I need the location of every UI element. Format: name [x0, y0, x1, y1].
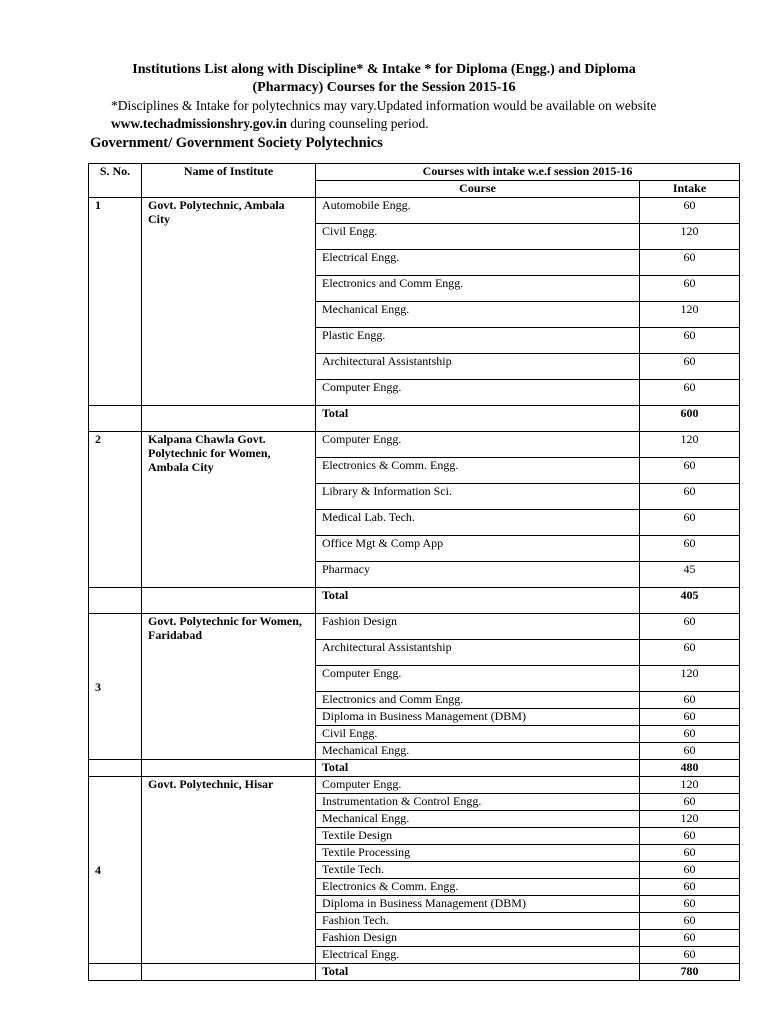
course-intake: 60 [640, 354, 740, 380]
course-name: Medical Lab. Tech. [316, 510, 640, 536]
total-label: Total [316, 760, 640, 777]
course-intake: 60 [640, 896, 740, 913]
course-intake: 60 [640, 947, 740, 964]
total-row [89, 406, 740, 432]
course-intake: 120 [640, 777, 740, 794]
course-intake: 60 [640, 484, 740, 510]
total-intake: 600 [640, 406, 740, 432]
header-course: Course [316, 181, 640, 198]
course-intake: 60 [640, 743, 740, 760]
empty-cell [89, 406, 142, 432]
total-intake: 480 [640, 760, 740, 777]
course-intake: 60 [640, 930, 740, 947]
course-name: Textile Tech. [316, 862, 640, 879]
course-intake: 60 [640, 328, 740, 354]
empty-cell [89, 588, 142, 614]
document-title-line-1: Institutions List along with Discipline* & Intake * for Diploma (Engg.) and Diploma [132, 62, 636, 77]
empty-cell [89, 760, 142, 777]
course-name: Architectural Assistantship [316, 354, 640, 380]
institute-name: Govt. Polytechnic, Ambala City [142, 198, 316, 406]
course-name: Electrical Engg. [316, 947, 640, 964]
header-sno: S. No. [89, 164, 142, 198]
total-row [89, 588, 740, 614]
course-name: Fashion Design [316, 614, 640, 640]
serial-number: 4 [89, 777, 142, 964]
institute-name: Govt. Polytechnic, Hisar [142, 777, 316, 964]
course-intake: 120 [640, 811, 740, 828]
course-name: Electrical Engg. [316, 250, 640, 276]
empty-cell [142, 964, 316, 981]
note-line-2-rest: during counseling period. [286, 116, 429, 131]
course-name: Automobile Engg. [316, 198, 640, 224]
course-name: Civil Engg. [316, 224, 640, 250]
course-intake: 60 [640, 845, 740, 862]
total-intake: 780 [640, 964, 740, 981]
course-name: Mechanical Engg. [316, 743, 640, 760]
header-courses-group: Courses with intake w.e.f session 2015-16 [316, 164, 740, 181]
total-intake: 405 [640, 588, 740, 614]
institutions-table [88, 163, 740, 981]
course-name: Diploma in Business Management (DBM) [316, 896, 640, 913]
course-name: Fashion Design [316, 930, 640, 947]
website-link[interactable]: www.techadmissionshry.gov.in [111, 116, 287, 131]
course-intake: 45 [640, 562, 740, 588]
total-label: Total [316, 588, 640, 614]
course-intake: 60 [640, 640, 740, 666]
course-intake: 60 [640, 276, 740, 302]
note-line-1: *Disciplines & Intake for polytechnics may vary.Updated information would be available on website [111, 98, 657, 113]
header-intake: Intake [640, 181, 740, 198]
course-name: Civil Engg. [316, 726, 640, 743]
course-name: Electronics and Comm Engg. [316, 692, 640, 709]
empty-cell [142, 588, 316, 614]
course-name: Computer Engg. [316, 777, 640, 794]
course-intake: 120 [640, 666, 740, 692]
table-row [89, 432, 740, 458]
empty-cell [142, 406, 316, 432]
empty-cell [142, 760, 316, 777]
total-row [89, 760, 740, 777]
course-intake: 60 [640, 726, 740, 743]
course-name: Textile Design [316, 828, 640, 845]
course-intake: 60 [640, 828, 740, 845]
course-intake: 60 [640, 794, 740, 811]
course-intake: 60 [640, 536, 740, 562]
total-label: Total [316, 406, 640, 432]
course-intake: 60 [640, 709, 740, 726]
total-label: Total [316, 964, 640, 981]
course-name: Electronics and Comm Engg. [316, 276, 640, 302]
section-heading: Government/ Government Society Polytechnics [90, 135, 383, 151]
course-name: Mechanical Engg. [316, 811, 640, 828]
table-row [89, 614, 740, 640]
course-intake: 60 [640, 879, 740, 896]
course-intake: 120 [640, 302, 740, 328]
total-row [89, 964, 740, 981]
course-name: Fashion Tech. [316, 913, 640, 930]
course-name: Computer Engg. [316, 380, 640, 406]
course-name: Instrumentation & Control Engg. [316, 794, 640, 811]
table-row [89, 198, 740, 224]
course-name: Architectural Assistantship [316, 640, 640, 666]
course-intake: 120 [640, 432, 740, 458]
course-intake: 60 [640, 510, 740, 536]
course-name: Electronics & Comm. Engg. [316, 458, 640, 484]
institute-name: Kalpana Chawla Govt. Polytechnic for Women, Ambala City [142, 432, 316, 588]
serial-number: 1 [89, 198, 142, 406]
course-name: Computer Engg. [316, 666, 640, 692]
course-intake: 60 [640, 862, 740, 879]
course-name: Mechanical Engg. [316, 302, 640, 328]
course-name: Textile Processing [316, 845, 640, 862]
table-row [89, 777, 740, 794]
serial-number: 3 [89, 614, 142, 760]
note-line-2 [111, 116, 429, 132]
course-intake: 120 [640, 224, 740, 250]
course-name: Computer Engg. [316, 432, 640, 458]
document-title-line-2: (Pharmacy) Courses for the Session 2015-16 [252, 80, 516, 95]
course-intake: 60 [640, 458, 740, 484]
course-intake: 60 [640, 380, 740, 406]
serial-number: 2 [89, 432, 142, 588]
course-name: Library & Information Sci. [316, 484, 640, 510]
course-intake: 60 [640, 692, 740, 709]
course-intake: 60 [640, 614, 740, 640]
course-name: Electronics & Comm. Engg. [316, 879, 640, 896]
course-name: Office Mgt & Comp App [316, 536, 640, 562]
course-intake: 60 [640, 913, 740, 930]
course-intake: 60 [640, 198, 740, 224]
institute-name: Govt. Polytechnic for Women, Faridabad [142, 614, 316, 760]
course-name: Plastic Engg. [316, 328, 640, 354]
header-institute: Name of Institute [142, 164, 316, 198]
course-name: Pharmacy [316, 562, 640, 588]
course-intake: 60 [640, 250, 740, 276]
empty-cell [89, 964, 142, 981]
course-name: Diploma in Business Management (DBM) [316, 709, 640, 726]
